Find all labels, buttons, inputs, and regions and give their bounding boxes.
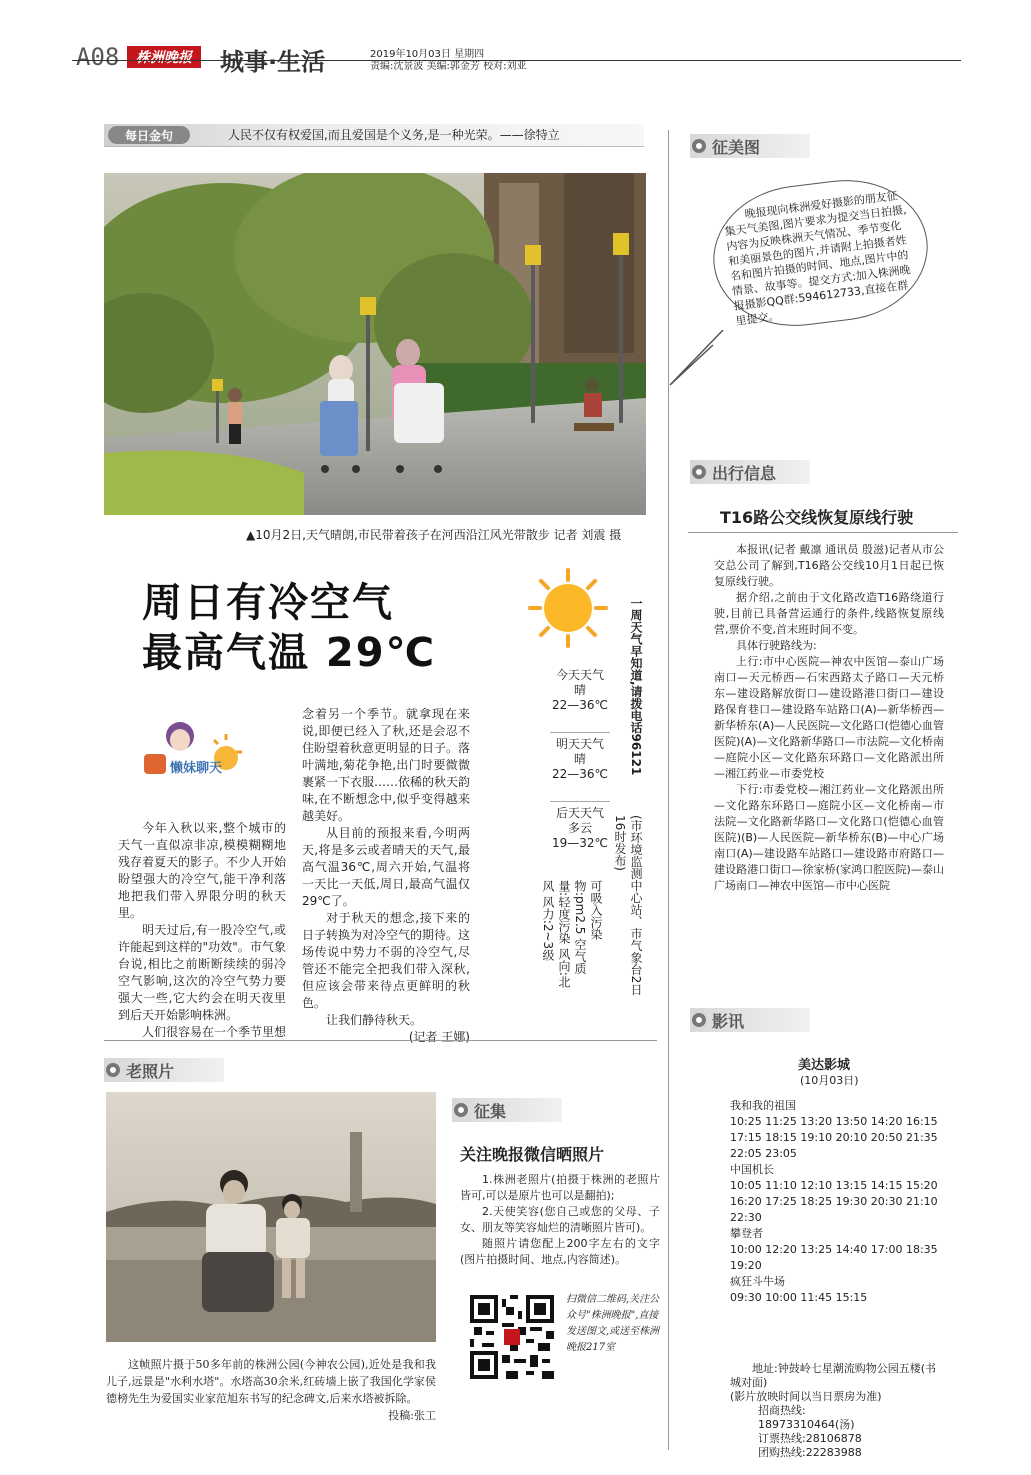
cinema-name: 美达影城 bbox=[798, 1058, 851, 1073]
section-title: 城事·生活 bbox=[220, 48, 326, 76]
sun-icon bbox=[528, 568, 608, 648]
collect-title: 关注晚报微信晒照片 bbox=[460, 1145, 605, 1164]
film-list bbox=[730, 1098, 938, 1306]
page-number: A08 bbox=[76, 43, 120, 71]
headline bbox=[142, 578, 436, 678]
film-3: 攀登者 10:00 12:20 13:25 14:40 17:00 18:35 19:20 bbox=[730, 1227, 938, 1272]
column-logo-text: 懒妹聊天 bbox=[170, 761, 223, 776]
collect-tag: 征集 bbox=[452, 1098, 562, 1122]
forecast-list bbox=[550, 668, 610, 860]
weather-source: (市环境监测中心站、市气象台2日16时发布) bbox=[613, 815, 643, 996]
film-2: 中国机长 10:05 11:10 12:10 13:15 14:15 15:20 16:20 17:25 18:25 19:30 20:30 21:10 22:30 bbox=[730, 1163, 938, 1224]
cinema-date: (10月03日) bbox=[800, 1074, 859, 1087]
paper-logo: 株洲晚报 bbox=[127, 46, 201, 68]
travel-title: T16路公交线恢复原线行驶 bbox=[720, 508, 914, 527]
travel-body: 本报讯(记者 戴凛 通讯员 殷滋)记者从市公交总公司了解到,T16路公交线10月1日起已恢复原线行驶。 据介绍,之前由于文化路改造T16路绕道行驶,目前已具备营运通行的条件,线路恢复原线营,票价不变,首末班时间不变。 具体行驶路线为: 上行:市中心医院—神农中医馆—泰山广场南口—天元桥西—石宋西路太子路口—天元桥东—建设路解放街口—建设路港口街口—建设路保育巷口—建设路车站路口(A)—新华桥西—新华桥东(A)—人民医院—文化路口(恺德心血管医院)(A)—文化路新华路口—市法院—文化桥南—庭院小区—文化路东环路口—文化路派出所—湘江药业—市委党校 下行:市委党校—湘江药业—文化路派出所—文化路东环路口—庭院小区—文化桥南—市法院—文化路新华路口—文化路口(恺德心血管医院)(B)—人民医院—新华桥东(B)—中心广场南口(A)—建设路车站路口—建设路市府路口—建设路港口街口—徐家桥(家鸿口腔医院)—泰山广场南口—神农中医馆—市中心医院 bbox=[714, 543, 944, 892]
travel-tag: 出行信息 bbox=[690, 460, 810, 484]
qr-note: 扫微信二维码,关注公众号"株洲晚报",直接发送图文,或送至株洲晚报217室 bbox=[566, 1294, 660, 1353]
date-line: 2019年10月03日 星期四 bbox=[370, 49, 485, 60]
forecast-today: 今天天气 晴 22—36℃ bbox=[551, 668, 608, 712]
forecast-tomorrow: 明天天气 晴 22—36℃ bbox=[550, 732, 610, 801]
film-1: 我和我的祖国 10:25 11:25 13:20 13:50 14:20 16:15 17:15 18:15 19:10 20:10 20:50 21:35 22:05 23:05 bbox=[730, 1099, 938, 1160]
quote-label: 每日金句 bbox=[108, 126, 190, 144]
article-byline: (记者 王娜) bbox=[408, 1030, 470, 1044]
tag-dot-icon bbox=[692, 1013, 706, 1027]
old-photo-tag: 老照片 bbox=[104, 1058, 224, 1082]
headline-line-1: 周日有冷空气 bbox=[142, 580, 394, 626]
tag-dot-icon bbox=[106, 1063, 120, 1077]
header-rule bbox=[72, 60, 961, 61]
movies-tag: 影讯 bbox=[690, 1008, 810, 1032]
article-col-1: 今年入秋以来,整个城市的天气一直似凉非凉,模模糊糊地残存着夏天的影子。不少人开始盼望强大的冷空气,能干净利落地把我们带入界限分明的秋天里。 明天过后,有一股冷空气,或许能起到这样的"功效"。市气象台说,相比之前断断续续的弱冷空气影响,这次的冷空气势力要强大一些,它大约会在明天夜里到后天开始影响株洲。 人们很容易在一个季节里想 bbox=[118, 821, 287, 1039]
quote-text: 人民不仅有权爱国,而且爱国是个义务,是一种光荣。——徐特立 bbox=[228, 128, 560, 142]
section-divider bbox=[104, 1040, 657, 1041]
bubble-tail bbox=[668, 330, 728, 390]
zhengmeitu-bubble: 晚报现向株洲爱好摄影的朋友征集天气美图,图片要求为提交当日拍摄,内容为反映株洲天气情况、季节变化和美丽景色的图片,并请附上拍摄者姓名和图片拍摄的时间、地点,图片中的情景、故事等。提交方式:加入株洲晚报摄影QQ群:594612733,直接在群里提交。 bbox=[705, 170, 935, 335]
main-photo bbox=[104, 173, 646, 515]
staff-line: 责编:沈景波 美编:郭金芳 校对:刘亚 bbox=[370, 61, 527, 72]
cinema-info: 地址:钟鼓岭七星潮流购物公园五楼(书城对面) (影片放映时间以当日票房为准) 招商热线: 18973310464(汤) 订票热线:28106878 团购热线:22283988 bbox=[730, 1362, 936, 1459]
tag-dot-icon bbox=[454, 1103, 468, 1117]
tag-dot-icon bbox=[692, 465, 706, 479]
zhengmeitu-tag: 征美图 bbox=[690, 134, 810, 158]
column-divider bbox=[668, 130, 669, 1450]
travel-rule bbox=[688, 532, 958, 533]
qr-code[interactable] bbox=[470, 1295, 554, 1379]
column-logo bbox=[136, 714, 244, 784]
forecast-day-after: 后天天气 多云 19—32℃ bbox=[550, 801, 610, 860]
article-col-2: 念着另一个季节。就拿现在来说,即便已经入了秋,还是会忍不住盼望着秋意更明显的日子。落叶满地,菊花争艳,出门时要微微裹紧一下衣服……依稀的秋天韵味,在不断想念中,似乎变得越来越美好。 从目前的预报来看,今明两天,将是多云或者晴天的天气,最高气温36℃,周六开始,气温将一天比一天低,周日,最高气温仅29℃了。 对于秋天的想念,接下来的日子转换为对冷空气的期待。这场传说中势力不弱的冷空气,尽管还不能完全把我们带入深秋,但应该会带来待点更鲜明的秋色。 让我们静待秋天。 (记者 王娜) bbox=[302, 707, 471, 1044]
tag-dot-icon bbox=[692, 139, 706, 153]
film-4: 疯狂斗牛场 09:30 10:00 11:45 15:15 bbox=[730, 1275, 868, 1304]
collect-body: 1.株洲老照片(拍摄于株洲的老照片皆可,可以是原片也可以是翻拍); 2.天使笑容(您自己或您的父母、子女、朋友等笑容灿烂的清晰照片皆可)。 随照片请您配上200字左右的文字(图片拍摄时间、地点,内容简述)。 bbox=[460, 1173, 660, 1266]
main-photo-caption: ▲10月2日,天气晴朗,市民带着孩子在河西沿江风光带散步 记者 刘震 摄 bbox=[246, 528, 622, 542]
old-photo-caption: 这帧照片摄于50多年前的株洲公园(今神农公园),近处是我和我儿子,远景是"水利水塔"。水塔高30余米,红砖墙上嵌了我国化学家侯德榜先生为爱国实业家范旭东书写的纪念碑文,后来水塔被拆除。 投稿:张工 bbox=[106, 1358, 436, 1422]
air-quality: 可吸入污染物:pm2.5 空气质量:轻度污染 风向:北风 风力:2~3级 bbox=[541, 880, 603, 988]
headline-line-2: 最高气温 29℃ bbox=[142, 630, 437, 676]
weather-hotline: 一周天气早知道,请拨电话96121 bbox=[629, 597, 643, 776]
old-photo bbox=[106, 1092, 436, 1342]
